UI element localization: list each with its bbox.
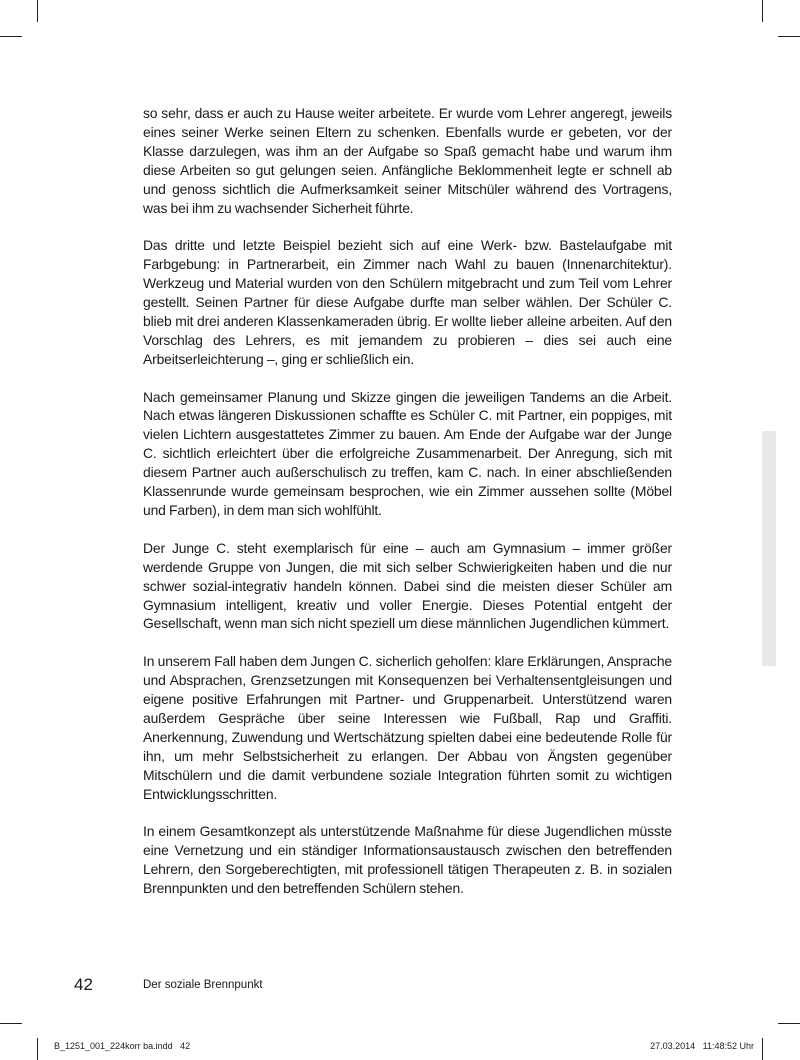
print-slug-file: B_1251_001_224korr ba.indd 42 (54, 1041, 191, 1051)
crop-mark (762, 0, 763, 22)
crop-mark (0, 36, 22, 37)
chapter-thumb-tab (762, 431, 776, 666)
running-footer-title: Der soziale Brennpunkt (143, 979, 263, 991)
crop-mark (37, 0, 38, 22)
paragraph: so sehr, dass er auch zu Hause weiter arbeitete. Er wurde vom Lehrer angeregt, jeweils eines seiner Werke seinen Eltern zu schenken. Ebenfalls wurde er gebeten, vor der Klasse darzulegen, was ihm an der Aufgabe so Spaß gemacht habe und warum ihm diese Arbeiten so gut gelungen seien. Anfängliche Beklommenheit legte er schnell ab und genoss sichtlich die Aufmerksamkeit seiner Mitschüler während des Vortragens, was bei ihm zu wachsender Sicherheit führte. (143, 105, 672, 216)
body-text (143, 104, 672, 917)
crop-mark (762, 1038, 763, 1060)
paragraph: Das dritte und letzte Beispiel bezieht sich auf eine Werk- bzw. Bastelaufgabe mit Farbgebung: in Partnerarbeit, ein Zimmer nach Wahl zu bauen (Innenarchitektur). Werkzeug und Material wurden von den Schülern mitgebracht und zum Teil vom Lehrer gestellt. Seinen Partner für diese Aufgabe durfte man selber wählen. Der Schüler C. blieb mit drei anderen Klassenkameraden übrig. Er wollte lieber alleine arbeiten. Auf den Vorschlag des Lehrers, es mit jemandem zu probieren – dies sei auch eine Arbeitserleichterung –, ging er schließlich ein. (143, 237, 672, 367)
paragraph: Der Junge C. steht exemplarisch für eine – auch am Gymnasium – immer größer werdende Gruppe von Jungen, die mit sich selber Schwierigkeiten haben und die nur schwer sozial-integrativ handeln können. Dabei sind die meisten dieser Schüler am Gymnasium intelligent, kreativ und voller Energie. Dieses Potential entgeht der Gesellschaft, wenn man sich nicht speziell um diese männlichen Jugendlichen kümmert. (143, 539, 672, 632)
paragraph: In unserem Fall haben dem Jungen C. sicherlich geholfen: klare Erklärungen, Ansprache und Absprachen, Grenzsetzungen mit Konsequenzen bei Verhaltensentgleisungen und eigene positive Erfahrungen mit Partner- und Gruppenarbeit. Unterstützend waren außerdem Gespräche über seine Interessen wie Fußball, Rap und Graffiti. Anerkennung, Zuwendung und Wertschätzung spielten dabei eine bedeutende Rolle für ihn, um mehr Selbstsicherheit zu erlangen. Der Abbau von Ängsten gegenüber Mitschülern und die damit verbundene soziale Integration führten somit zu wichtigen Entwicklungsschritten. (143, 653, 672, 802)
crop-mark (37, 1038, 38, 1060)
crop-mark (0, 1023, 22, 1024)
print-slug-timestamp: 27.03.2014 11:48:52 Uhr (650, 1041, 754, 1051)
paragraph: Nach gemeinsamer Planung und Skizze gingen die jeweiligen Tandems an die Arbeit. Nach etwas längeren Diskussionen schaffte es Schüler C. mit Partner, ein poppiges, mit vielen Lichtern ausgestattetes Zimmer zu bauen. Am Ende der Aufgabe war der Junge C. sichtlich erleichtert über die erfolgreiche Zusammenarbeit. Der Anregung, sich mit diesem Partner auch außerschulisch zu treffen, kam C. nach. In einer abschließenden Klassenrunde wurde gemeinsam besprochen, wie ein Zimmer aussehen sollte (Möbel und Farben), in dem man sich wohlfühlt. (143, 388, 672, 518)
crop-mark (778, 1023, 800, 1024)
page-number: 42 (74, 975, 93, 994)
paragraph: In einem Gesamtkonzept als unterstützende Maßnahme für diese Jugendlichen müsste eine Vernetzung und ein ständiger Informationsaustausch zwischen den betreffenden Lehrern, den Sorgeberechtigten, mit professionell tätigen Therapeuten z. B. in sozialen Brennpunkten und den betreffenden Schülern stehen. (143, 823, 672, 897)
crop-mark (778, 36, 800, 37)
